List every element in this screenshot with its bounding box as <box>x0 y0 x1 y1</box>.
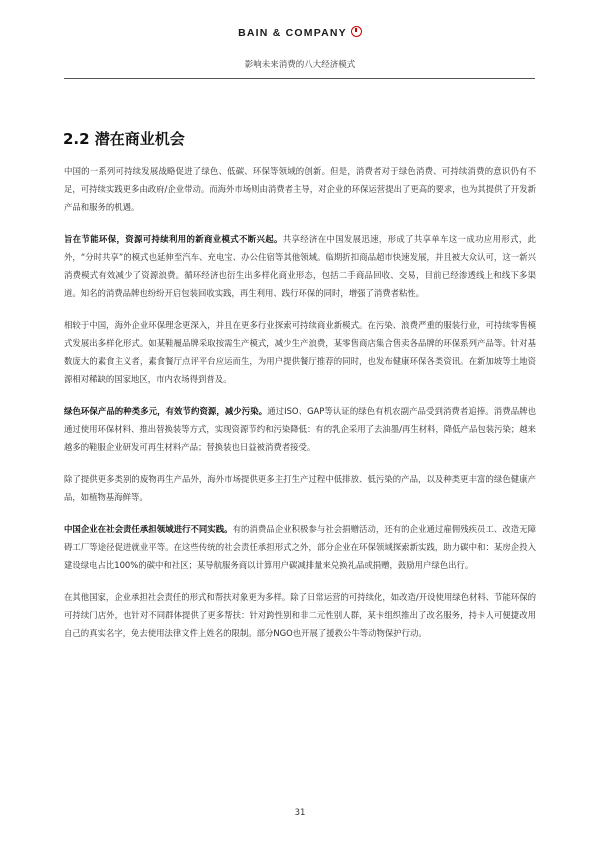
paragraph: 中国的一系列可持续发展战略促进了绿色、低碳、环保等领域的创新。但是，消费者对于绿色消费、可持续消费的意识仍有不足，可持续实践更多由政府/企业带动。而海外市场则由消费者主导，对企业的环保运营提出了更高的要求，也为其提供了开发新产品和服务的机遇。 <box>64 166 536 212</box>
paragraph: 旨在节能环保，资源可持续利用的新商业模式不断兴起。共享经济在中国发展迅速，形成了共享单车这一成功应用形式，此外，“分时共享”的模式也延伸至汽车、充电宝、办公住宿等其他领域。临期折扣商品超市快速发展，并且被大众认可，这一新兴消费模式有效减少了资源浪费。循环经济也衍生出多样化商业形态，包括二手商品回收、交易，目前已经渗透线上和线下多渠道。知名的消费品牌也纷纷开启包装回收实践，再生利用、践行环保的同时，增强了消费者粘性。 <box>64 234 537 298</box>
page-number: 31 <box>294 808 306 818</box>
paragraph-lead: 绿色环保产品的种类多元，有效节约资源，减少污染。 <box>64 406 268 416</box>
paragraph: 中国企业在社会责任承担领域进行不同实践。有的消费品企业积极参与社会捐赠活动，还有的企业通过雇佣残疾员工、改造无障碍工厂等途径促进就业平等。在这些传统的社会责任承担形式之外，部分企业在环保领域探索新实践，助力碳中和：某房企投入建设绿电占比100%的碳中和社区；某导航服务商以计算用户碳减排量来兑换礼品或捐赠，鼓励用户绿色出行。 <box>64 524 537 570</box>
paragraph-lead: 中国企业在社会责任承担领域进行不同实践。 <box>64 524 233 534</box>
brand-logo <box>0 26 600 39</box>
section-title: 2.2 潜在商业机会 <box>63 130 185 148</box>
paragraph: 相较于中国，海外企业环保理念更深入，并且在更多行业探索可持续商业新模式。在污染、浪费严重的服装行业，可持续零售模式发展出多样化形式。如某鞋履品牌采取按需生产模式，减少生产浪费，某零售商店集合售卖各品牌的环保系列产品等。针对基数庞大的素食主义者，素食餐厅点评平台应运而生，为用户提供餐厅推荐的同时，也发布健康环保各类资讯。在新加坡等土地资源相对稀缺的国家地区，市内农场得到普及。 <box>64 320 536 384</box>
paragraph: 除了提供更多类别的废物再生产品外，海外市场提供更多主打生产过程中低排放、低污染的产品，以及种类更丰富的绿色健康产品，如植物基海鲜等。 <box>64 474 536 502</box>
logo-symbol-icon <box>351 26 362 37</box>
document-subtitle: 影响未来消费的八大经济模式 <box>244 60 356 70</box>
paragraph: 绿色环保产品的种类多元，有效节约资源，减少污染。通过ISO、GAP等认证的绿色有机农副产品受到消费者追捧。消费品牌也通过使用环保材料、推出替换装等方式，实现资源节约和污染降低：有的乳企采用了去油墨/再生材料，降低产品包装污染；越来越多的鞋服企业研发可再生材料产品；替换装也日益被消费者接受。 <box>64 406 536 452</box>
paragraph-lead: 旨在节能环保，资源可持续利用的新商业模式不断兴起。 <box>64 234 283 244</box>
body-content <box>64 162 536 656</box>
brand-name: BAIN & COMPANY <box>238 27 347 39</box>
paragraph: 在其他国家，企业承担社会责任的形式和帮扶对象更为多样。除了日常运营的可持续化，如改造/开设使用绿色材料、节能环保的可持续门店外，也针对不同群体提供了更多帮扶：针对跨性别和非二元性别人群，某卡组织推出了改名服务，持卡人可便捷改用自己的真实名字，免去使用法律文件上姓名的限制。部分NGO也开展了援救公牛等动物保护行动。 <box>64 592 536 638</box>
header-divider <box>64 78 535 79</box>
